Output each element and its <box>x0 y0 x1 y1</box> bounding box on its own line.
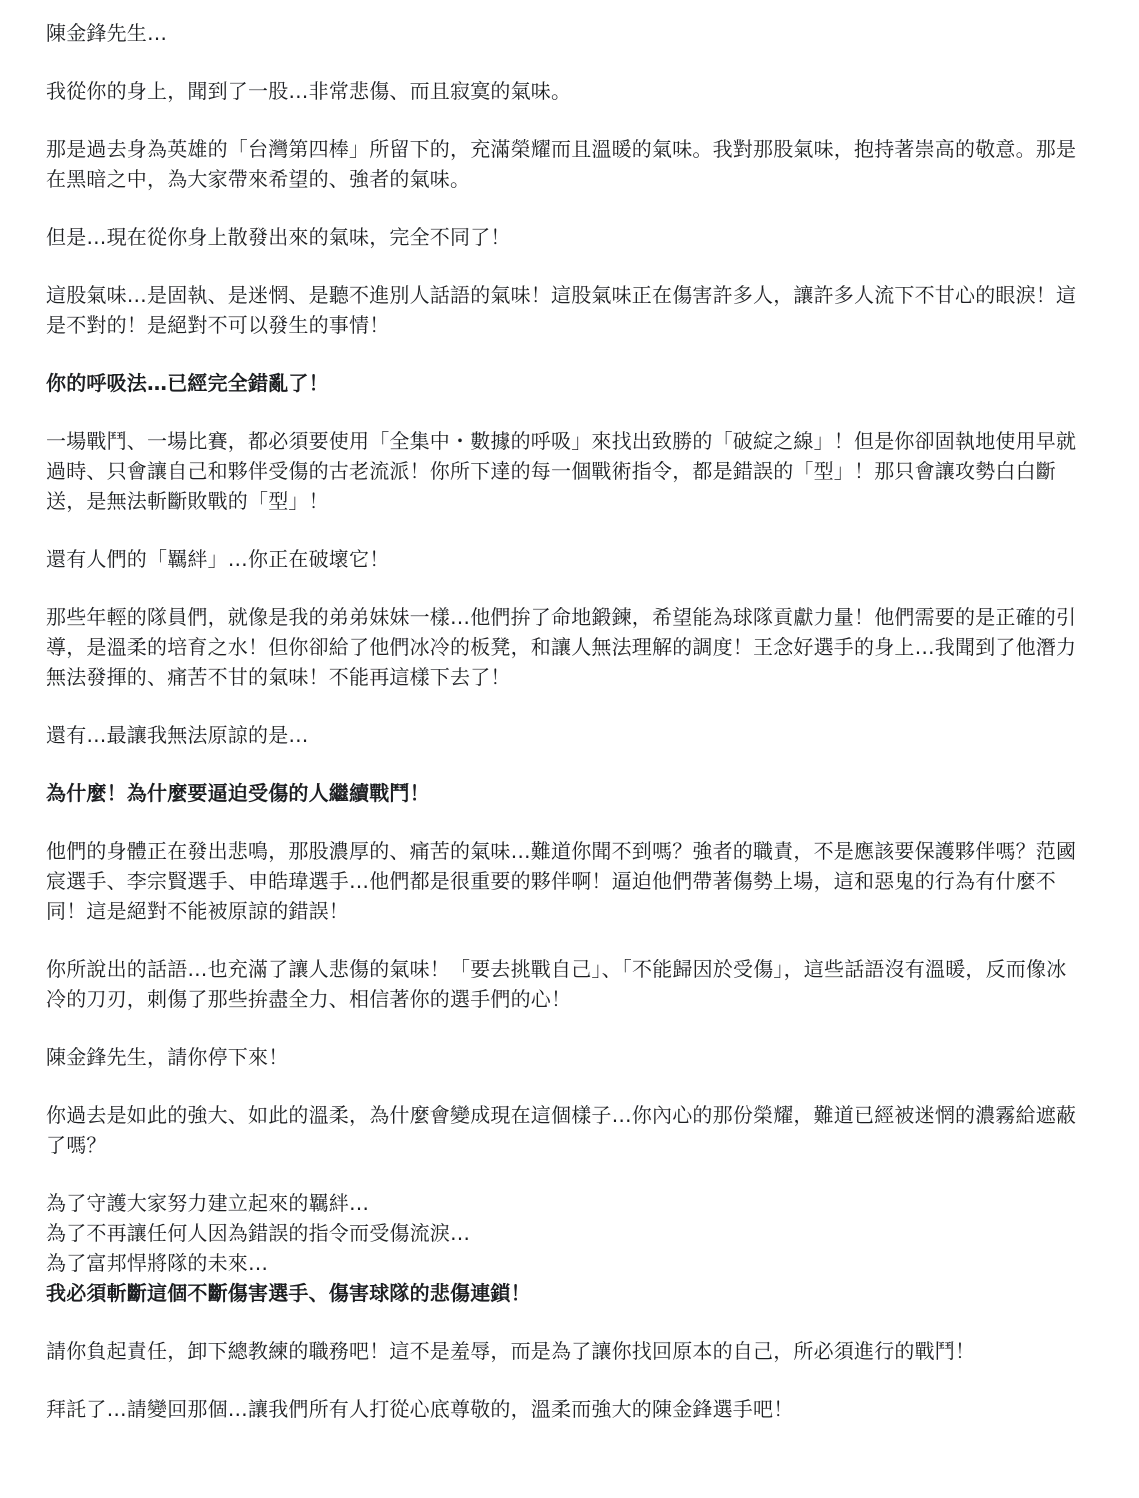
paragraph-6-heading: 你的呼吸法…已經完全錯亂了！ <box>46 371 329 395</box>
paragraph-5: 這股氣味…是固執、是迷惘、是聽不進別人話語的氣味！這股氣味正在傷害許多人，讓許多人流下不甘心的眼淚！這是不對的！是絕對不可以發生的事情！ <box>46 283 1077 337</box>
paragraph-1: 陳金鋒先生… <box>46 21 168 45</box>
paragraph-3: 那是過去身為英雄的「台灣第四棒」所留下的，充滿榮耀而且溫暖的氣味。我對那股氣味，抱持著崇高的敬意。那是在黑暗之中，為大家帶來希望的、強者的氣味。 <box>46 137 1077 191</box>
stanza <box>46 1188 1079 1308</box>
paragraph-11-heading: 為什麼！為什麼要逼迫受傷的人繼續戰鬥！ <box>46 781 430 805</box>
paragraph-4: 但是…現在從你身上散發出來的氣味，完全不同了！ <box>46 225 511 249</box>
closing-paragraph-2: 拜託了…請變回那個…讓我們所有人打從心底尊敬的，溫柔而強大的陳金鋒選手吧！ <box>46 1397 794 1421</box>
stanza-line-1: 為了守護大家努力建立起來的羈絆… <box>46 1191 370 1215</box>
stanza-line-4: 我必須斬斷這個不斷傷害選手、傷害球隊的悲傷連鎖！ <box>46 1281 531 1305</box>
stanza-line-3: 為了富邦悍將隊的未來… <box>46 1251 269 1275</box>
paragraph-13: 你所說出的話語…也充滿了讓人悲傷的氣味！「要去挑戰自己」、「不能歸因於受傷」，這些話語沒有溫暖，反而像冰冷的刀刃，刺傷了那些拚盡全力、相信著你的選手們的心！ <box>46 957 1067 1011</box>
paragraph-10: 還有…最讓我無法原諒的是… <box>46 723 309 747</box>
paragraph-14: 陳金鋒先生，請你停下來！ <box>46 1045 289 1069</box>
closing-paragraph-1: 請你負起責任，卸下總教練的職務吧！這不是羞辱，而是為了讓你找回原本的自己，所必須進行的戰鬥！ <box>46 1339 976 1363</box>
paragraph-12: 他們的身體正在發出悲鳴，那股濃厚的、痛苦的氣味…難道你聞不到嗎？強者的職責，不是應該要保護夥伴嗎？范國宸選手、李宗賢選手、申皓瑋選手…他們都是很重要的夥伴啊！逼迫他們帶著傷勢上場，這和惡鬼的行為有什麼不同！這是絕對不能被原諒的錯誤！ <box>46 839 1077 923</box>
paragraph-2: 我從你的身上，聞到了一股…非常悲傷、而且寂寞的氣味。 <box>46 79 572 103</box>
paragraph-9: 那些年輕的隊員們，就像是我的弟弟妹妹一樣…他們拚了命地鍛鍊，希望能為球隊貢獻力量！他們需要的是正確的引導，是溫柔的培育之水！但你卻給了他們冰冷的板凳，和讓人無法理解的調度！王念好選手的身上…我聞到了他潛力無法發揮的、痛苦不甘的氣味！不能再這樣下去了！ <box>46 605 1077 689</box>
paragraph-7: 一場戰鬥、一場比賽，都必須要使用「全集中・數據的呼吸」來找出致勝的「破綻之線」！但是你卻固執地使用早就過時、只會讓自己和夥伴受傷的古老流派！你所下達的每一個戰術指令，都是錯誤的「型」！那只會讓攻勢白白斷送，是無法斬斷敗戰的「型」！ <box>46 429 1077 513</box>
stanza-line-2: 為了不再讓任何人因為錯誤的指令而受傷流淚… <box>46 1221 471 1245</box>
paragraph-15: 你過去是如此的強大、如此的溫柔，為什麼會變成現在這個樣子…你內心的那份榮耀，難道已經被迷惘的濃霧給遮蔽了嗎？ <box>46 1103 1077 1157</box>
paragraph-8: 還有人們的「羈絆」…你正在破壞它！ <box>46 547 390 571</box>
